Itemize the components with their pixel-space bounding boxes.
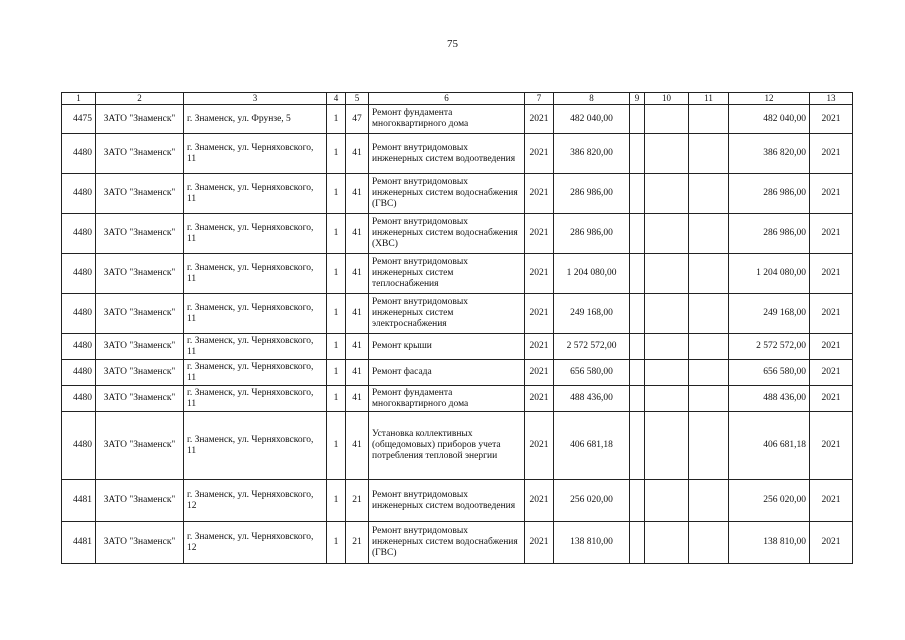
year: 2021: [525, 254, 554, 294]
cost: 1 204 080,00: [554, 254, 630, 294]
work-type: Ремонт крыши: [369, 334, 525, 360]
col-11-value: [689, 105, 729, 134]
column-number: 9: [630, 93, 645, 105]
municipality: ЗАТО "Знаменск": [96, 134, 184, 174]
work-type: Ремонт внутридомовых инженерных систем водоотведения: [369, 134, 525, 174]
total-cost: 286 986,00: [729, 214, 810, 254]
table-row: [62, 134, 853, 174]
col-5-value: 41: [346, 334, 369, 360]
municipality: ЗАТО "Знаменск": [96, 360, 184, 386]
row-id: 4480: [62, 360, 96, 386]
col-11-value: [689, 360, 729, 386]
col-5-value: 41: [346, 412, 369, 480]
work-type: Ремонт внутридомовых инженерных систем водоснабжения (ГВС): [369, 522, 525, 564]
col-9-value: [630, 134, 645, 174]
col-10-value: [645, 480, 689, 522]
completion-year: 2021: [810, 522, 853, 564]
completion-year: 2021: [810, 294, 853, 334]
col-9-value: [630, 480, 645, 522]
col-10-value: [645, 334, 689, 360]
row-id: 4480: [62, 254, 96, 294]
table-row: [62, 480, 853, 522]
col-4-value: 1: [327, 334, 346, 360]
municipality: ЗАТО "Знаменск": [96, 105, 184, 134]
municipality: ЗАТО "Знаменск": [96, 386, 184, 412]
col-5-value: 41: [346, 214, 369, 254]
municipality: ЗАТО "Знаменск": [96, 294, 184, 334]
cost: 256 020,00: [554, 480, 630, 522]
cost: 656 580,00: [554, 360, 630, 386]
cost: 482 040,00: [554, 105, 630, 134]
work-type: Ремонт внутридомовых инженерных систем электроснабжения: [369, 294, 525, 334]
col-4-value: 1: [327, 412, 346, 480]
year: 2021: [525, 360, 554, 386]
col-10-value: [645, 214, 689, 254]
col-4-value: 1: [327, 105, 346, 134]
municipality: ЗАТО "Знаменск": [96, 412, 184, 480]
completion-year: 2021: [810, 254, 853, 294]
work-type: Установка коллективных (общедомовых) приборов учета потребления тепловой энергии: [369, 412, 525, 480]
completion-year: 2021: [810, 134, 853, 174]
capital-repair-table: [61, 92, 853, 564]
address: г. Знаменск, ул. Черняховского, 11: [184, 386, 327, 412]
completion-year: 2021: [810, 214, 853, 254]
work-type: Ремонт внутридомовых инженерных систем водоснабжения (ХВС): [369, 214, 525, 254]
column-number: 10: [645, 93, 689, 105]
address: г. Знаменск, ул. Черняховского, 11: [184, 334, 327, 360]
table-row: [62, 174, 853, 214]
col-11-value: [689, 334, 729, 360]
row-id: 4480: [62, 214, 96, 254]
col-5-value: 21: [346, 522, 369, 564]
column-number: 3: [184, 93, 327, 105]
total-cost: 386 820,00: [729, 134, 810, 174]
total-cost: 1 204 080,00: [729, 254, 810, 294]
col-4-value: 1: [327, 522, 346, 564]
col-4-value: 1: [327, 360, 346, 386]
column-number: 1: [62, 93, 96, 105]
work-type: Ремонт внутридомовых инженерных систем водоснабжения (ГВС): [369, 174, 525, 214]
table-row: [62, 386, 853, 412]
col-5-value: 41: [346, 294, 369, 334]
col-4-value: 1: [327, 386, 346, 412]
year: 2021: [525, 412, 554, 480]
table-row: [62, 334, 853, 360]
row-id: 4475: [62, 105, 96, 134]
total-cost: 286 986,00: [729, 174, 810, 214]
work-type: Ремонт внутридомовых инженерных систем теплоснабжения: [369, 254, 525, 294]
cost: 386 820,00: [554, 134, 630, 174]
address: г. Знаменск, ул. Черняховского, 12: [184, 480, 327, 522]
table-row: [62, 522, 853, 564]
row-id: 4480: [62, 386, 96, 412]
address: г. Знаменск, ул. Черняховского, 11: [184, 412, 327, 480]
table-row: [62, 254, 853, 294]
address: г. Знаменск, ул. Черняховского, 11: [184, 134, 327, 174]
col-4-value: 1: [327, 480, 346, 522]
row-id: 4480: [62, 134, 96, 174]
col-11-value: [689, 386, 729, 412]
col-10-value: [645, 254, 689, 294]
column-number: 4: [327, 93, 346, 105]
row-id: 4480: [62, 412, 96, 480]
total-cost: 249 168,00: [729, 294, 810, 334]
col-9-value: [630, 412, 645, 480]
row-id: 4481: [62, 480, 96, 522]
year: 2021: [525, 105, 554, 134]
address: г. Знаменск, ул. Черняховского, 11: [184, 254, 327, 294]
col-9-value: [630, 105, 645, 134]
table-row: [62, 412, 853, 480]
col-5-value: 47: [346, 105, 369, 134]
column-number: 13: [810, 93, 853, 105]
col-4-value: 1: [327, 134, 346, 174]
completion-year: 2021: [810, 360, 853, 386]
cost: 249 168,00: [554, 294, 630, 334]
cost: 406 681,18: [554, 412, 630, 480]
col-11-value: [689, 480, 729, 522]
col-11-value: [689, 412, 729, 480]
cost: 286 986,00: [554, 214, 630, 254]
column-number-row: [62, 93, 853, 105]
municipality: ЗАТО "Знаменск": [96, 522, 184, 564]
row-id: 4481: [62, 522, 96, 564]
total-cost: 488 436,00: [729, 386, 810, 412]
col-10-value: [645, 134, 689, 174]
cost: 138 810,00: [554, 522, 630, 564]
total-cost: 138 810,00: [729, 522, 810, 564]
address: г. Знаменск, ул. Черняховского, 11: [184, 174, 327, 214]
col-10-value: [645, 294, 689, 334]
table-row: [62, 294, 853, 334]
col-9-value: [630, 334, 645, 360]
year: 2021: [525, 386, 554, 412]
col-9-value: [630, 174, 645, 214]
page-number: 75: [447, 38, 458, 50]
col-11-value: [689, 174, 729, 214]
row-id: 4480: [62, 334, 96, 360]
col-5-value: 41: [346, 386, 369, 412]
total-cost: 656 580,00: [729, 360, 810, 386]
address: г. Знаменск, ул. Черняховского, 11: [184, 214, 327, 254]
completion-year: 2021: [810, 480, 853, 522]
column-number: 5: [346, 93, 369, 105]
completion-year: 2021: [810, 174, 853, 214]
cost: 2 572 572,00: [554, 334, 630, 360]
year: 2021: [525, 214, 554, 254]
work-type: Ремонт фундамента многоквартирного дома: [369, 105, 525, 134]
table-row: [62, 214, 853, 254]
completion-year: 2021: [810, 412, 853, 480]
col-10-value: [645, 360, 689, 386]
col-10-value: [645, 386, 689, 412]
year: 2021: [525, 294, 554, 334]
total-cost: 406 681,18: [729, 412, 810, 480]
col-11-value: [689, 134, 729, 174]
col-11-value: [689, 522, 729, 564]
col-10-value: [645, 105, 689, 134]
municipality: ЗАТО "Знаменск": [96, 174, 184, 214]
column-number: 6: [369, 93, 525, 105]
col-5-value: 41: [346, 174, 369, 214]
col-9-value: [630, 294, 645, 334]
col-11-value: [689, 214, 729, 254]
col-9-value: [630, 386, 645, 412]
total-cost: 2 572 572,00: [729, 334, 810, 360]
col-4-value: 1: [327, 294, 346, 334]
col-9-value: [630, 214, 645, 254]
col-4-value: 1: [327, 174, 346, 214]
col-5-value: 41: [346, 134, 369, 174]
column-number: 7: [525, 93, 554, 105]
municipality: ЗАТО "Знаменск": [96, 254, 184, 294]
col-10-value: [645, 412, 689, 480]
col-4-value: 1: [327, 254, 346, 294]
cost: 286 986,00: [554, 174, 630, 214]
address: г. Знаменск, ул. Черняховского, 12: [184, 522, 327, 564]
completion-year: 2021: [810, 105, 853, 134]
completion-year: 2021: [810, 334, 853, 360]
municipality: ЗАТО "Знаменск": [96, 480, 184, 522]
col-5-value: 21: [346, 480, 369, 522]
total-cost: 482 040,00: [729, 105, 810, 134]
col-9-value: [630, 522, 645, 564]
year: 2021: [525, 174, 554, 214]
col-10-value: [645, 174, 689, 214]
work-type: Ремонт фундамента многоквартирного дома: [369, 386, 525, 412]
table-row: [62, 105, 853, 134]
work-type: Ремонт внутридомовых инженерных систем водоотведения: [369, 480, 525, 522]
cost: 488 436,00: [554, 386, 630, 412]
address: г. Знаменск, ул. Черняховского, 11: [184, 360, 327, 386]
address: г. Знаменск, ул. Фрунзе, 5: [184, 105, 327, 134]
col-5-value: 41: [346, 254, 369, 294]
col-9-value: [630, 360, 645, 386]
total-cost: 256 020,00: [729, 480, 810, 522]
column-number: 12: [729, 93, 810, 105]
year: 2021: [525, 522, 554, 564]
table-row: [62, 360, 853, 386]
year: 2021: [525, 134, 554, 174]
column-number: 11: [689, 93, 729, 105]
col-11-value: [689, 254, 729, 294]
column-number: 8: [554, 93, 630, 105]
col-5-value: 41: [346, 360, 369, 386]
col-10-value: [645, 522, 689, 564]
row-id: 4480: [62, 174, 96, 214]
address: г. Знаменск, ул. Черняховского, 11: [184, 294, 327, 334]
municipality: ЗАТО "Знаменск": [96, 334, 184, 360]
col-4-value: 1: [327, 214, 346, 254]
col-9-value: [630, 254, 645, 294]
completion-year: 2021: [810, 386, 853, 412]
municipality: ЗАТО "Знаменск": [96, 214, 184, 254]
year: 2021: [525, 480, 554, 522]
row-id: 4480: [62, 294, 96, 334]
year: 2021: [525, 334, 554, 360]
column-number: 2: [96, 93, 184, 105]
work-type: Ремонт фасада: [369, 360, 525, 386]
col-11-value: [689, 294, 729, 334]
